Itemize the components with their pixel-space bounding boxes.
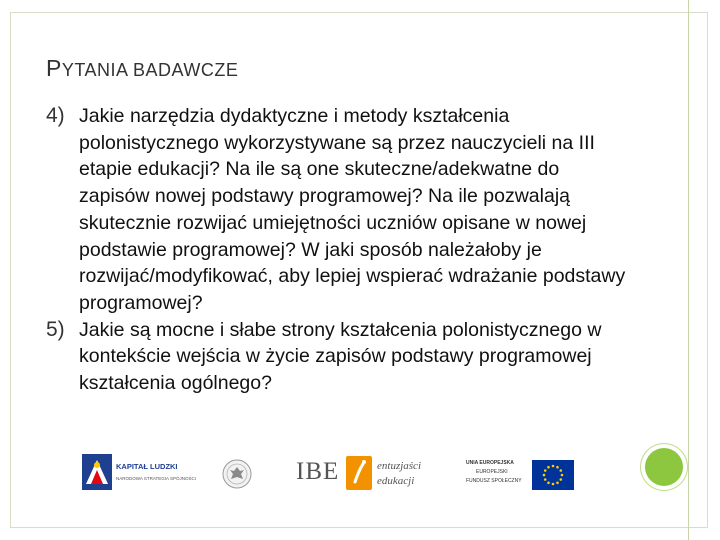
slide-title <box>46 55 238 82</box>
entuzjasci-mark-icon <box>346 456 372 490</box>
list-item-number: 5) <box>46 317 65 341</box>
list-item <box>46 317 626 397</box>
logos-bar <box>0 452 720 502</box>
eu-flag-icon <box>532 460 574 490</box>
kapital-ludzki-subtitle: NARODOWA STRATEGIA SPÓJNOŚCI <box>116 476 197 481</box>
list-item-text: Jakie narzędzia dydaktyczne i metody kształcenia polonistycznego wykorzystywane są przez nauczycieli na III etapie edukacji? Na ile są one skuteczne/adekwatne do zapisów nowej podstawy programowej? Na ile pozwalają skutecznie rozwijać umiejętności uczniów opisane w nowej podstawie programowej? W jaki sposób należałoby je rozwijać/modyfikować, aby lepiej wspierać wdrażanie podstawy programowej? <box>79 105 626 314</box>
ibe-logo: IBE <box>296 458 340 485</box>
research-questions-list <box>46 103 626 397</box>
entuzjasci-line2: edukacji <box>377 475 415 487</box>
kapital-ludzki-emblem-icon <box>82 454 112 490</box>
entuzjasci-edukacji-logo <box>346 454 436 494</box>
title-initial: P <box>46 55 62 81</box>
kapital-ludzki-logo <box>82 454 202 492</box>
list-item-text: Jakie są mocne i słabe strony kształcenia polonistycznego w kontekście wejścia w życie zapisów podstawy programowej kształcenia ogólnego? <box>79 318 602 395</box>
eu-logo <box>466 460 576 494</box>
list-item <box>46 103 626 317</box>
polish-eagle-emblem-icon <box>222 459 252 489</box>
title-rest: YTANIA BADAWCZE <box>61 60 239 80</box>
list-item-number: 4) <box>46 104 65 127</box>
eu-line1: UNIA EUROPEJSKA <box>466 460 514 466</box>
eu-line2: EUROPEJSKI <box>476 469 508 475</box>
kapital-ludzki-name: KAPITAŁ LUDZKI <box>116 462 178 471</box>
eu-line3: FUNDUSZ SPOŁECZNY <box>466 478 522 484</box>
entuzjasci-line1: entuzjaści <box>377 460 421 472</box>
